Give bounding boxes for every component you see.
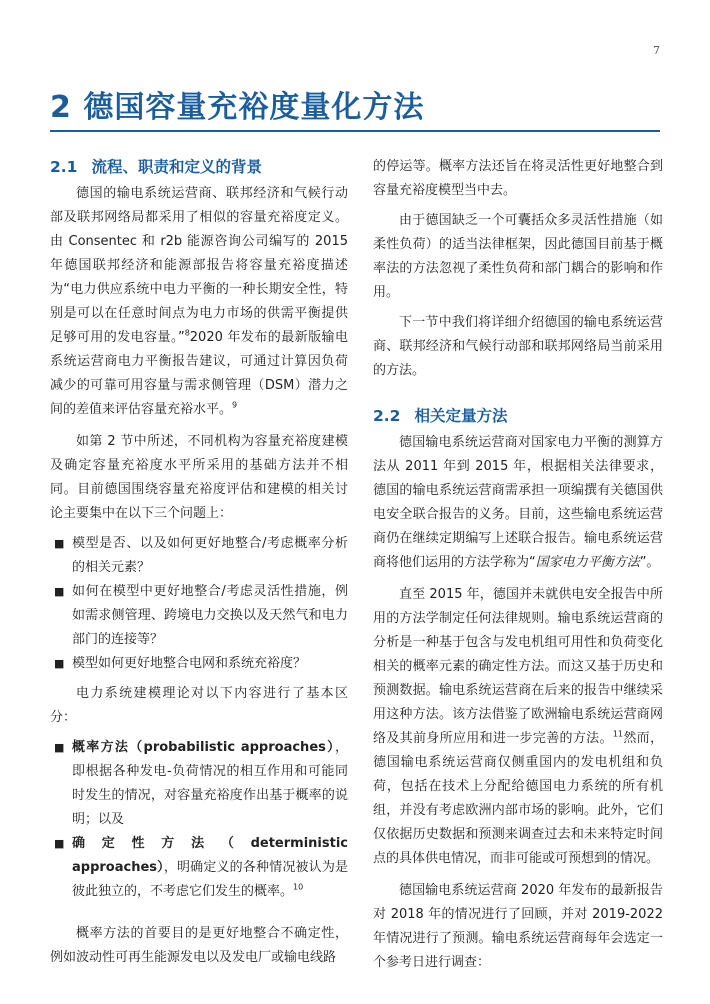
footnote-ref: 9 [232,400,238,410]
section-number: 2.2 [373,407,401,425]
paragraph-text: 直至 2015 年，德国并未就供电安全报告中所用的方法学制定任何法律规则。输电系统运营商的分析是一种基于包含与发电机组可用性和负荷变化相关的概率元素的确定性方法。而这又基于历史和预测数据。输电系统运营商在后来的报告中继续采用这种方法。该方法借鉴了欧洲输电系统运营商网络及其前身所应用和进一步完善的方法。 [373,587,663,746]
paragraph: 下一节中我们将详细介绍德国的输电系统运营商、联邦经济和气候行动部和联邦网络局当前采用的方法。 [373,315,663,378]
square-bullet-icon: ■ [54,741,65,754]
paragraph-text: 然而，德国输电系统运营商仅侧重国内的发电机组和负荷，包括在技术上分配给德国电力系统的所有机组，并没有考虑欧洲内部市场的影响。此外，它们仅依据历史数据和预测来调查过去和未来特定时间点的具体供电情况，而非可能或可预想到的情况。 [373,731,663,866]
definition-list [50,736,348,904]
page-number: 7 [653,44,660,57]
section-number: 2.1 [50,158,78,176]
method-name: 国家电力平衡方法 [535,555,640,570]
square-bullet-icon: ■ [54,537,65,550]
list-item [50,652,348,676]
paragraph: 由于德国缺乏一个可囊括众多灵活性措施（如柔性负荷）的适当法律框架，因此德国目前基于概率法的方法忽视了柔性负荷和部门耦合的影响和作用。 [373,213,663,300]
list-item [50,832,348,904]
section-heading-2-2 [373,405,663,427]
paragraph-text: ”。 [639,555,660,570]
question-list [50,532,348,676]
paragraph-text: 德国输电系统运营商对国家电力平衡的测算方法从 2011 年到 2015 年，根据相关法律要求，德国的输电系统运营商需承担一项编撰有关德国供电安全联合报告的义务。目前，这些输电系统运营商仍在继续定期编写上述联合报告。输电系统运营商将他们运用的方法学称为“ [373,435,663,570]
paragraph [373,431,663,575]
definition-term: 概率方法（probabilistic approaches） [72,740,335,755]
right-column [373,156,663,991]
paragraph: 概率方法的首要目的是更好地整合不确定性，例如波动性可再生能源发电以及发电厂或输电线路 [50,926,348,965]
square-bullet-icon: ■ [54,585,65,598]
list-item [50,736,348,832]
paragraph: 的停运等。概率方法还旨在将灵活性更好地整合到容量充裕度模型当中去。 [373,159,663,198]
list-item-text: 模型如何更好地整合电网和系统充裕度？ [72,656,307,671]
footnote-ref: 10 [293,882,304,892]
list-item [50,532,348,580]
section-heading-2-1 [50,156,348,178]
square-bullet-icon: ■ [54,837,65,850]
definition-text: ，明确定义的各种情况被认为是彼此独立的，不考虑它们发生的概率。 [72,860,348,899]
list-item [50,580,348,652]
paragraph [50,182,348,422]
paragraph: 德国输电系统运营商 2020 年发布的最新报告对 2018 年的情况进行了回顾，并对 2019-2022 年情况进行了预测。输电系统运营商每年会选定一个参考日进行调查： [373,883,663,970]
footnote-ref: 11 [612,729,624,739]
list-item-text: 如何在模型中更好地整合/考虑灵活性措施，例如需求侧管理、跨境电力交换以及天然气和电力部门的连接等？ [72,584,348,647]
paragraph: 如第 2 节中所述，不同机构为容量充裕度建模及确定容量充裕度水平所采用的基础方法并不相同。目前德国围绕容量充裕度评估和建模的相关讨论主要集中在以下三个问题上： [50,434,348,521]
definition-term: 确定性方法（deterministic approaches） [72,836,348,875]
definition-text: ，即根据各种发电-负荷情况的相互作用和可能同时发生的情况，对容量充裕度作出基于概率的说明；以及 [72,740,348,827]
paragraph: 电力系统建模理论对以下内容进行了基本区分： [50,686,348,725]
paragraph-text: 2020 年发布的最新版输电系统运营商电力平衡报告建议，可通过计算因负荷减少的可靠可用容量与需求侧管理（DSM）潜力之间的差值来评估容量充裕水平。 [50,330,348,417]
chapter-divider [50,130,660,132]
section-title: 流程、职责和定义的背景 [91,158,262,176]
footnote-ref: 8 [184,328,190,338]
list-item-text: 模型是否、以及如何更好地整合/考虑概率分析的相关元素？ [72,536,348,575]
left-column [50,156,348,986]
section-title: 相关定量方法 [414,407,508,425]
paragraph-text: 德国的输电系统运营商、联邦经济和气候行动部及联邦网络局都采用了相似的容量充裕度定义。由 Consentec 和 r2b 能源咨询公司编写的 2015 年德国联邦经济和能源部报告将容量充裕度描述为“电力供应系统中电力平衡的一种长期安全性，特别是可以在任意时间点为电力市场的供需平衡提供足够可用的发电容量。” [50,186,348,345]
square-bullet-icon: ■ [54,657,65,670]
chapter-title: 2 德国容量充裕度量化方法 [50,90,425,125]
paragraph [373,583,663,871]
